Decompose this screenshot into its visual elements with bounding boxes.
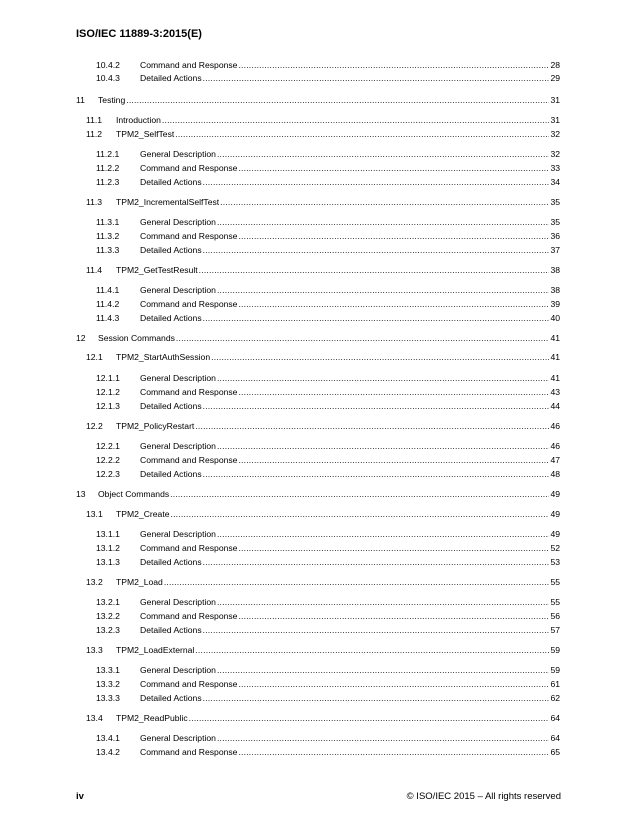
toc-entry-number: 11.2 [86,129,103,139]
toc-entry-number: 13.2.1 [96,597,120,607]
toc-entry-page: 56 [550,611,560,621]
toc-entry[interactable] [86,577,560,587]
toc-entry-number: 13.1 [86,509,103,519]
toc-entry[interactable] [96,313,560,323]
dot-leader [238,679,549,689]
toc-entry[interactable] [96,529,560,539]
dot-leader [217,665,549,675]
toc-entry[interactable] [96,441,560,451]
dot-leader [238,543,549,553]
toc-entry-title: Command and Response [140,679,238,689]
toc-entry-title: General Description [140,733,216,743]
dot-leader [203,401,550,411]
toc-entry-number: 13.2.2 [96,611,120,621]
toc-entry-number: 12.2 [86,421,103,431]
toc-entry-number: 13.1.3 [96,557,120,567]
toc-entry-number: 11.3.3 [96,245,120,255]
toc-entry[interactable] [96,177,560,187]
dot-leader [164,577,550,587]
toc-entry-title: Command and Response [140,455,238,465]
toc-entry-title: Command and Response [140,231,238,241]
toc-entry-page: 31 [550,95,560,105]
toc-entry-page: 32 [550,149,560,159]
toc-entry-number: 10.4.2 [96,60,120,70]
toc-entry-number: 11.3 [86,197,103,207]
toc-entry-number: 11.4.2 [96,299,120,309]
toc-entry-page: 48 [550,469,560,479]
dot-leader [238,163,549,173]
toc-entry-page: 62 [550,693,560,703]
dot-leader [217,441,549,451]
toc-entry[interactable] [86,352,560,362]
toc-entry-page: 55 [550,577,560,587]
page-number: iv [76,791,84,802]
toc-entry[interactable] [96,217,560,227]
dot-leader [126,95,549,105]
dot-leader [189,713,550,723]
toc-entry-title: TPM2_PolicyRestart [116,421,195,431]
dot-leader [238,231,549,241]
dot-leader [175,129,549,139]
toc-entry-page: 37 [550,245,560,255]
dot-leader [217,373,549,383]
dot-leader [217,529,549,539]
toc-entry[interactable] [86,421,560,431]
dot-leader [203,557,550,567]
toc-entry-page: 57 [550,625,560,635]
toc-entry-page: 55 [550,597,560,607]
toc-entry-page: 33 [550,163,560,173]
toc-entry-page: 59 [550,665,560,675]
toc-entry-number: 13.3.3 [96,693,120,703]
toc-entry-page: 28 [550,60,560,70]
toc-entry-number: 12.1.1 [96,373,120,383]
dot-leader [203,469,550,479]
copyright-notice: © ISO/IEC 2015 – All rights reserved [406,791,561,802]
dot-leader [203,73,550,83]
toc-entry-title: Detailed Actions [140,313,202,323]
toc-entry[interactable] [86,115,560,125]
toc-entry-number: 13.4.2 [96,747,120,757]
toc-entry-number: 13.2 [86,577,103,587]
toc-entry-page: 49 [550,509,560,519]
toc-entry-number: 13.4.1 [96,733,120,743]
toc-entry[interactable] [96,299,560,309]
toc-entry-title: General Description [140,373,216,383]
toc-entry[interactable] [86,197,560,207]
toc-entry-page: 46 [550,421,560,431]
dot-leader [238,60,549,70]
toc-entry[interactable] [96,231,560,241]
dot-leader [217,149,549,159]
toc-entry-page: 53 [550,557,560,567]
toc-entry-page: 35 [550,217,560,227]
toc-entry[interactable] [76,333,560,343]
dot-leader [203,693,550,703]
toc-entry[interactable] [86,713,560,723]
toc-entry-page: 65 [550,747,560,757]
toc-entry-number: 11.4.1 [96,285,120,295]
toc-entry[interactable] [96,469,560,479]
toc-entry[interactable] [96,245,560,255]
toc-entry[interactable] [96,543,560,553]
toc-entry-page: 49 [550,529,560,539]
toc-entry-title: General Description [140,285,216,295]
dot-leader [203,177,550,187]
toc-entry-title: TPM2_StartAuthSession [116,352,211,362]
toc-entry-number: 12.1.3 [96,401,120,411]
toc-entry-page: 61 [550,679,560,689]
dot-leader [217,733,549,743]
toc-entry-title: General Description [140,441,216,451]
toc-entry-title: Command and Response [140,611,238,621]
toc-entry[interactable] [96,693,560,703]
toc-entry[interactable] [96,625,560,635]
toc-entry-page: 41 [550,352,560,362]
toc-entry-page: 59 [550,645,560,655]
toc-entry-title: Detailed Actions [140,401,202,411]
toc-entry[interactable] [96,557,560,567]
toc-entry-title: Session Commands [98,333,175,343]
toc-entry-number: 13 [76,489,86,499]
toc-entry-page: 64 [550,713,560,723]
toc-entry-title: Command and Response [140,299,238,309]
toc-entry-title: Command and Response [140,747,238,757]
toc-entry-number: 12.1 [86,352,103,362]
toc-entry-number: 11.3.2 [96,231,120,241]
toc-entry-title: TPM2_Create [116,509,170,519]
dot-leader [220,197,549,207]
toc-entry-title: Detailed Actions [140,693,202,703]
dot-leader [203,625,550,635]
toc-entry[interactable] [96,747,560,757]
toc-entry-page: 39 [550,299,560,309]
toc-entry-number: 11.2.1 [96,149,120,159]
dot-leader [195,421,549,431]
toc-entry-title: Command and Response [140,387,238,397]
toc-entry[interactable] [76,95,560,105]
toc-entry[interactable] [96,285,560,295]
toc-entry-title: General Description [140,665,216,675]
toc-entry-number: 10.4.3 [96,73,120,83]
dot-leader [238,455,549,465]
toc-entry-title: TPM2_ReadPublic [116,713,188,723]
toc-entry-number: 11.2.3 [96,177,120,187]
toc-entry-page: 49 [550,489,560,499]
toc-entry-number: 13.4 [86,713,103,723]
dot-leader [217,217,549,227]
dot-leader [162,115,550,125]
toc-entry-title: General Description [140,149,216,159]
toc-entry-title: Detailed Actions [140,469,202,479]
toc-entry-number: 12.1.2 [96,387,120,397]
toc-entry[interactable] [96,373,560,383]
toc-entry-page: 36 [550,231,560,241]
toc-entry-number: 11.4 [86,265,103,275]
toc-entry-title: TPM2_Load [116,577,163,587]
toc-entry-page: 64 [550,733,560,743]
toc-entry-title: General Description [140,217,216,227]
toc-entry[interactable] [96,401,560,411]
dot-leader [203,245,550,255]
toc-entry-page: 32 [550,129,560,139]
toc-entry-title: Command and Response [140,60,238,70]
document-header: ISO/IEC 11889-3:2015(E) [76,28,202,40]
toc-entry-page: 38 [550,285,560,295]
dot-leader [238,611,549,621]
toc-entry-title: TPM2_SelfTest [116,129,175,139]
dot-leader [238,299,549,309]
toc-entry-number: 11.1 [86,115,103,125]
toc-entry-page: 29 [550,73,560,83]
toc-entry[interactable] [76,489,560,499]
toc-entry[interactable] [86,509,560,519]
toc-entry-title: TPM2_IncrementalSelfTest [116,197,220,207]
toc-entry-title: General Description [140,529,216,539]
toc-entry-title: Detailed Actions [140,73,202,83]
toc-entry-page: 34 [550,177,560,187]
toc-entry-page: 40 [550,313,560,323]
dot-leader [170,489,549,499]
toc-entry[interactable] [96,733,560,743]
dot-leader [238,747,549,757]
toc-entry-title: Detailed Actions [140,625,202,635]
toc-entry-title: Detailed Actions [140,177,202,187]
toc-entry[interactable] [96,611,560,621]
toc-entry-title: Testing [98,95,126,105]
toc-entry-title: TPM2_LoadExternal [116,645,195,655]
toc-entry-number: 11.4.3 [96,313,120,323]
toc-entry-title: Detailed Actions [140,557,202,567]
toc-entry-page: 31 [550,115,560,125]
toc-entry[interactable] [96,665,560,675]
toc-entry-number: 13.3.2 [96,679,120,689]
toc-entry-number: 11.2.2 [96,163,120,173]
toc-entry-page: 43 [550,387,560,397]
toc-entry-number: 13.3.1 [96,665,120,675]
toc-entry-number: 12 [76,333,86,343]
toc-entry-page: 38 [550,265,560,275]
toc-entry-title: General Description [140,597,216,607]
toc-entry[interactable] [86,645,560,655]
toc-entry-page: 47 [550,455,560,465]
dot-leader [238,387,549,397]
toc-entry-page: 41 [550,333,560,343]
toc-entry-page: 35 [550,197,560,207]
toc-entry[interactable] [96,597,560,607]
dot-leader [199,265,550,275]
toc-entry-number: 12.2.3 [96,469,120,479]
toc-entry[interactable] [86,129,560,139]
dot-leader [195,645,549,655]
toc-entry[interactable] [96,455,560,465]
toc-entry-page: 44 [550,401,560,411]
toc-entry-title: Command and Response [140,163,238,173]
dot-leader [217,597,549,607]
toc-entry[interactable] [96,149,560,159]
toc-entry-number: 13.2.3 [96,625,120,635]
toc-entry-number: 12.2.1 [96,441,120,451]
toc-entry[interactable] [96,679,560,689]
dot-leader [203,313,550,323]
toc-entry-number: 13.3 [86,645,103,655]
toc-entry-page: 46 [550,441,560,451]
toc-entry-number: 13.1.1 [96,529,120,539]
toc-entry[interactable] [96,387,560,397]
dot-leader [217,285,549,295]
toc-entry-number: 11.3.1 [96,217,120,227]
toc-entry-title: Object Commands [98,489,170,499]
toc-entry-number: 13.1.2 [96,543,120,553]
toc-entry-title: Introduction [116,115,161,125]
toc-entry-page: 41 [550,373,560,383]
toc-entry[interactable] [96,163,560,173]
dot-leader [176,333,550,343]
toc-entry[interactable] [96,60,560,70]
toc-entry-title: TPM2_GetTestResult [116,265,198,275]
toc-entry-page: 52 [550,543,560,553]
toc-entry[interactable] [96,73,560,83]
toc-entry-number: 11 [76,95,85,105]
toc-entry-number: 12.2.2 [96,455,120,465]
dot-leader [211,352,549,362]
toc-entry[interactable] [86,265,560,275]
toc-entry-title: Detailed Actions [140,245,202,255]
toc-entry-title: Command and Response [140,543,238,553]
dot-leader [171,509,550,519]
